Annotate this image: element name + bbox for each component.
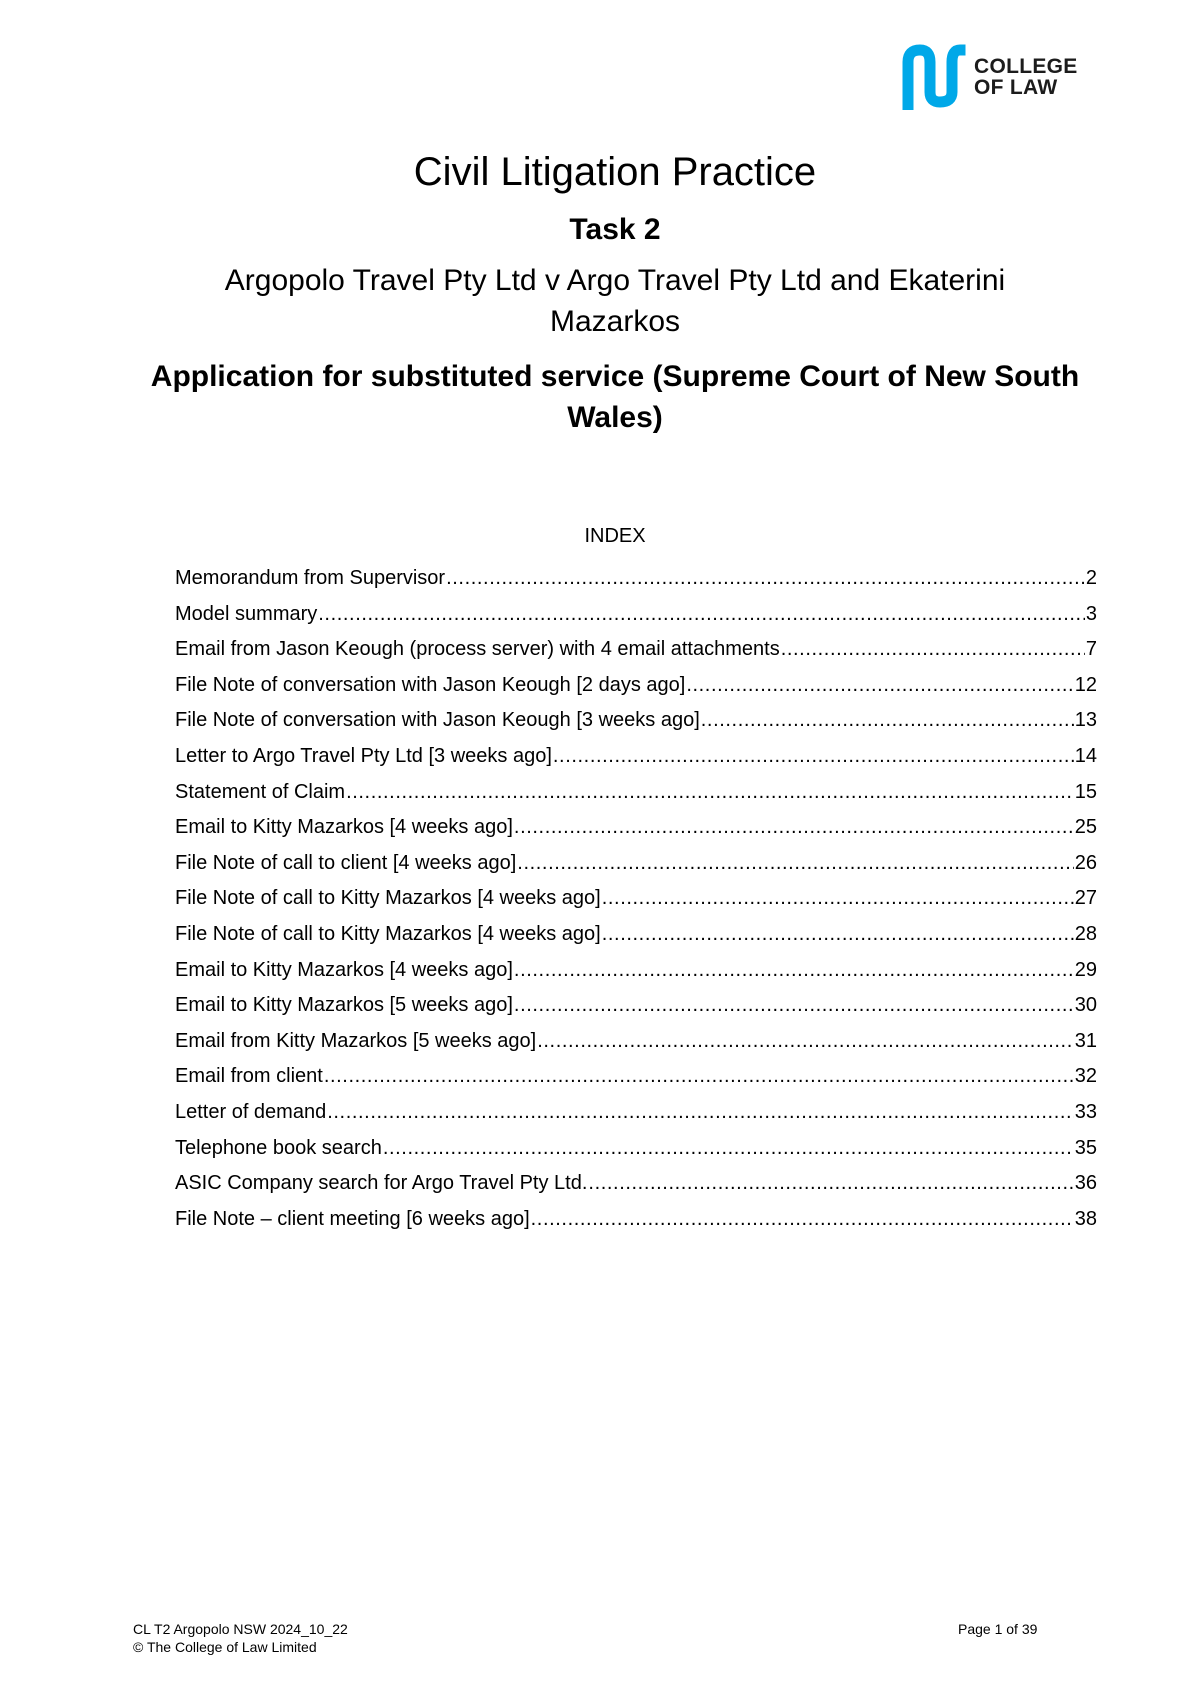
index-entry[interactable]: [175, 851, 1097, 887]
index-entry-leader: [514, 958, 1074, 982]
logo-wordmark: [974, 56, 1078, 98]
index-entry-title: Email to Kitty Mazarkos [4 weeks ago]: [175, 958, 513, 981]
index-entry-page: 30: [1074, 994, 1097, 1017]
index-entry-title: Email to Kitty Mazarkos [4 weeks ago]: [175, 816, 513, 839]
index-entry-title: Email from Jason Keough (process server) with 4 email attachments: [175, 638, 780, 661]
index-entry-page: 33: [1074, 1100, 1097, 1123]
index-entry[interactable]: [175, 602, 1097, 638]
index-entry-title: File Note of call to client [4 weeks ago]: [175, 851, 517, 874]
title-block: [100, 148, 1130, 438]
index-entry-title: Statement of Claim: [175, 780, 346, 803]
college-of-law-logo: [902, 44, 1078, 110]
index-entry-title: ASIC Company search for Argo Travel Pty Ltd.: [175, 1172, 588, 1195]
index-entry-leader: [686, 673, 1073, 697]
index-entry-page: 14: [1074, 744, 1097, 767]
index-entry-leader: [514, 993, 1074, 1017]
index-entry-page: 29: [1074, 958, 1097, 981]
index-entry-page: 15: [1074, 780, 1097, 803]
index-entry[interactable]: [175, 1100, 1097, 1136]
index-entry-page: 38: [1074, 1207, 1097, 1230]
index-entry[interactable]: [175, 815, 1097, 851]
index-entry-leader: [346, 780, 1074, 804]
index-entry[interactable]: [175, 993, 1097, 1029]
index-entry-title: File Note of conversation with Jason Keough [3 weeks ago]: [175, 709, 700, 732]
index-entry-page: 25: [1074, 816, 1097, 839]
index-entry-page: 12: [1074, 673, 1097, 696]
index-list: [175, 566, 1097, 1242]
index-entry-leader: [327, 1100, 1074, 1124]
index-entry-title: Letter to Argo Travel Pty Ltd [3 weeks ago]: [175, 744, 552, 767]
index-entry-title: Memorandum from Supervisor: [175, 567, 446, 589]
footer-left: [133, 1620, 348, 1656]
index-entry-leader: [318, 602, 1085, 626]
index-entry-page: 3: [1085, 602, 1097, 625]
index-entry[interactable]: [175, 637, 1097, 673]
logo-line-2: OF LAW: [974, 76, 1058, 99]
index-entry-leader: [588, 1171, 1073, 1195]
index-entry-page: 13: [1074, 709, 1097, 732]
index-entry[interactable]: [175, 708, 1097, 744]
index-entry[interactable]: [175, 1064, 1097, 1100]
index-entry-leader: [446, 566, 1085, 590]
index-entry-leader: [602, 922, 1074, 946]
index-entry-leader: [531, 1207, 1074, 1231]
index-entry-page: 27: [1074, 887, 1097, 910]
index-entry-page: 28: [1074, 922, 1097, 945]
application-title: Application for substituted service (Supreme Court of New South Wales): [150, 360, 1080, 434]
index-entry[interactable]: [175, 1207, 1097, 1243]
index-entry-leader: [383, 1136, 1074, 1160]
index-entry-page: 7: [1085, 638, 1097, 661]
index-entry-page: 26: [1074, 851, 1097, 874]
index-entry-title: Email to Kitty Mazarkos [5 weeks ago]: [175, 994, 513, 1017]
index-entry[interactable]: [175, 780, 1097, 816]
index-entry-page: 36: [1074, 1172, 1097, 1195]
index-entry[interactable]: [175, 1029, 1097, 1065]
index-entry[interactable]: [175, 744, 1097, 780]
index-entry-leader: [553, 744, 1074, 768]
case-name: Argopolo Travel Pty Ltd v Argo Travel Pty Ltd and Ekaterini Mazarkos: [224, 264, 1006, 338]
index-entry[interactable]: [175, 886, 1097, 922]
task-label: Task 2: [569, 213, 661, 246]
index-entry-title: File Note of call to Kitty Mazarkos [4 weeks ago]: [175, 922, 601, 945]
index-entry-page: 32: [1074, 1065, 1097, 1088]
footer-page-number: Page 1 of 39: [958, 1621, 1038, 1637]
index-entry-title: Email from Kitty Mazarkos [5 weeks ago]: [175, 1029, 537, 1052]
index-entry-title: File Note of conversation with Jason Keough [2 days ago]: [175, 673, 686, 696]
index-entry-leader: [602, 886, 1074, 910]
footer-doc-ref: CL T2 Argopolo NSW 2024_10_22: [133, 1621, 348, 1637]
index-entry-title: File Note – client meeting [6 weeks ago]: [175, 1207, 530, 1230]
index-entry-title: Telephone book search: [175, 1136, 382, 1159]
index-entry-title: Letter of demand: [175, 1100, 327, 1123]
index-entry-leader: [517, 851, 1073, 875]
index-entry-leader: [781, 637, 1085, 661]
index-entry-leader: [701, 708, 1074, 732]
index-entry[interactable]: [175, 1171, 1097, 1207]
document-title: Civil Litigation Practice: [413, 150, 817, 194]
index-heading: INDEX: [584, 525, 646, 547]
index-entry-page: 2: [1085, 567, 1097, 589]
index-entry-title: Model summary: [175, 602, 318, 625]
footer-copyright: © The College of Law Limited: [133, 1639, 317, 1655]
index-entry-leader: [514, 815, 1074, 839]
index-entry-title: File Note of call to Kitty Mazarkos [4 weeks ago]: [175, 887, 601, 910]
index-entry[interactable]: [175, 1136, 1097, 1172]
index-entry[interactable]: [175, 922, 1097, 958]
index-entry[interactable]: [175, 566, 1097, 602]
index-entry-leader: [324, 1064, 1074, 1088]
index-entry-page: 35: [1074, 1136, 1097, 1159]
index-entry[interactable]: [175, 673, 1097, 709]
index-entry-leader: [537, 1029, 1074, 1053]
college-of-law-logo-icon: [902, 44, 966, 110]
index-entry[interactable]: [175, 958, 1097, 994]
logo-line-1: COLLEGE: [974, 55, 1078, 78]
index-entry-title: Email from client: [175, 1065, 323, 1088]
index-entry-page: 31: [1074, 1029, 1097, 1052]
